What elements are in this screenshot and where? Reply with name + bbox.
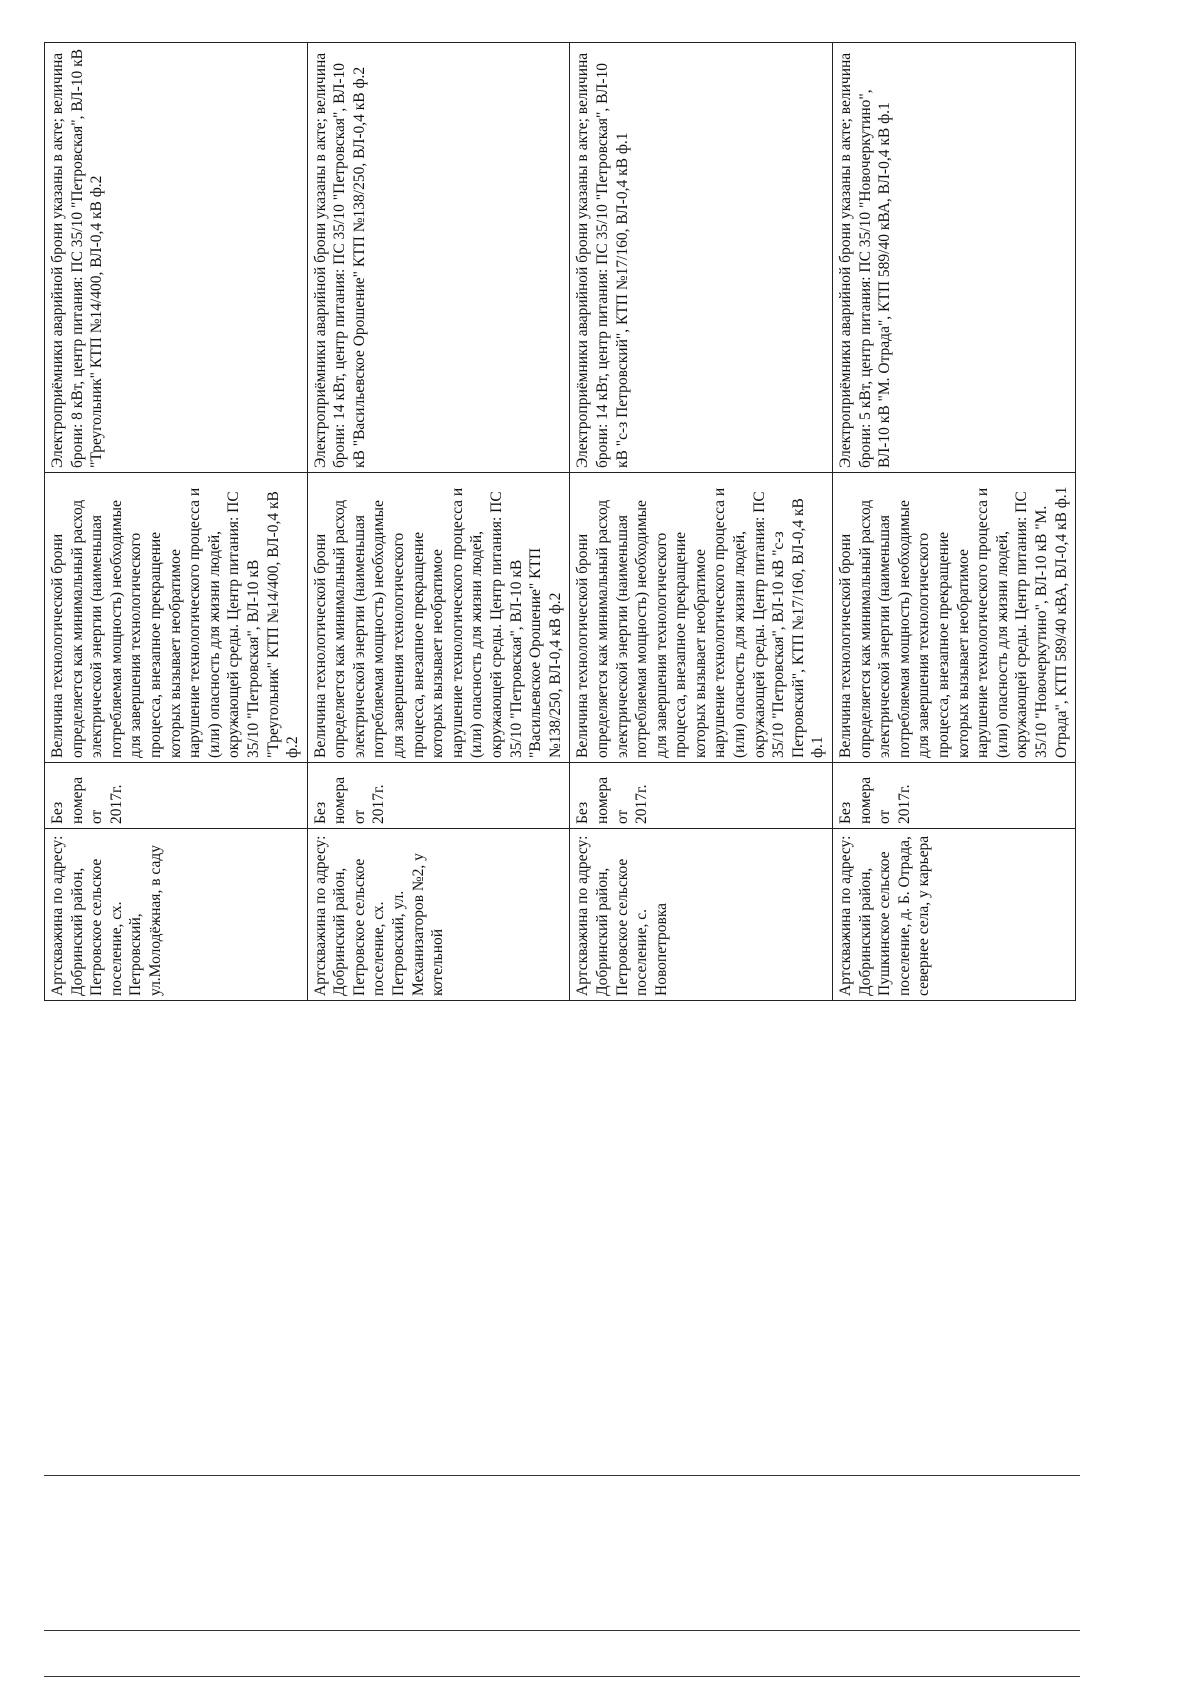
tech-reserve-cell bbox=[570, 473, 833, 763]
address-cell bbox=[45, 829, 308, 1001]
tech-reserve-cell bbox=[832, 473, 1075, 763]
doc-number-cell bbox=[570, 763, 833, 829]
emergency-reserve-text: Электроприёмники аварийной брони указаны в акте; величина брони: 8 кВт, центр питания: ПС 35/10 "Петровская", ВЛ-10 кВ "Треугольник" КТП №14/400, ВЛ-0,4 кВ ф.2 bbox=[49, 48, 106, 468]
doc-number-text: Без номера от 2017г. bbox=[49, 776, 125, 824]
address-text: Артскважина по адресу: Добринский район, Петровское сельское поселение, сх. Петровский, ул. Механизаторов №2, у котельной bbox=[311, 835, 447, 996]
address-text: Артскважина по адресу: Добринский район, Петровское сельское поселение, с. Новопетровка bbox=[574, 835, 670, 996]
divider-line bbox=[44, 1676, 1080, 1677]
divider-line bbox=[44, 1630, 1080, 1631]
emergency-reserve-text: Электроприёмники аварийной брони указаны в акте; величина брони: 14 кВт, центр питания: ПС 35/10 "Петровская", ВЛ-10 кВ "с-з Петровский", КТП №17/160, ВЛ-0,4 кВ ф.1 bbox=[574, 52, 631, 468]
table-row bbox=[307, 43, 570, 1001]
doc-number-cell bbox=[832, 763, 1075, 829]
address-text: Артскважина по адресу: Добринский район, Петровское сельское поселение, сх. Петровский, ул.Молодёжная, в саду bbox=[49, 835, 164, 996]
address-cell bbox=[307, 829, 570, 1001]
tech-reserve-text: Величина технологической брони определяется как минимальный расход электрической энергии (наименьшая потребляемая мощность) необходимые для завершения технологического процесса, внезапное прекращение которых вызывает необратимое нарушение технологического процесса и (или) опасность для жизни людей, окружающей среды. Центр питания: ПС 35/10 "Петровская", ВЛ-10 кВ "Васильевское Орошение" КТП №138/250, ВЛ-0,4 кВ ф.2 bbox=[311, 487, 564, 758]
tech-reserve-text: Величина технологической брони определяется как минимальный расход электрической энергии (наименьшая потребляемая мощность) необходимые для завершения технологического процесса, внезапное прекращение которых вызывает необратимое нарушение технологического процесса и (или) опасность для жизни людей, окружающей среды. Центр питания: ПС 35/10 "Петровская", ВЛ-10 кВ "Треугольник" КТП №14/400, ВЛ-0,4 кВ ф.2 bbox=[49, 487, 302, 758]
emergency-reserve-cell bbox=[45, 43, 308, 473]
emergency-reserve-cell bbox=[307, 43, 570, 473]
emergency-reserve-table bbox=[44, 42, 1076, 1001]
divider-line bbox=[44, 1475, 1080, 1476]
table-container bbox=[44, 43, 1076, 1001]
emergency-reserve-cell bbox=[832, 43, 1075, 473]
table-row bbox=[45, 43, 308, 1001]
doc-number-text: Без номера от 2017г. bbox=[836, 776, 913, 824]
address-cell bbox=[832, 829, 1075, 1001]
emergency-reserve-text: Электроприёмники аварийной брони указаны в акте; величина брони: 5 кВт, центр питания: ПС 35/10 "Новочеркутино", ВЛ-10 кВ "М. Отрада", КТП 589/40 кВА, ВЛ-0,4 кВ ф.1 bbox=[836, 52, 894, 468]
tech-reserve-text: Величина технологической брони определяется как минимальный расход электрической энергии (наименьшая потребляемая мощность) необходимые для завершения технологического процесса, внезапное прекращение которых вызывает необратимое нарушение технологического процесса и (или) опасность для жизни людей, окружающей среды. Центр питания: ПС 35/10 "Новочеркутино", ВЛ-10 кВ "М. Отрада", КТП 589/40 кВА, ВЛ-0,4 кВ ф.1 bbox=[836, 486, 1070, 758]
rotated-table-frame bbox=[44, 43, 1076, 1001]
emergency-reserve-cell bbox=[570, 43, 833, 473]
doc-number-text: Без номера от 2017г. bbox=[311, 776, 388, 824]
address-cell bbox=[570, 829, 833, 1001]
doc-number-cell bbox=[307, 763, 570, 829]
tech-reserve-cell bbox=[45, 473, 308, 763]
table-row bbox=[832, 43, 1075, 1001]
doc-number-cell bbox=[45, 763, 308, 829]
tech-reserve-cell bbox=[307, 473, 570, 763]
table-row bbox=[570, 43, 833, 1001]
address-text: Артскважина по адресу: Добринский район, Пушкинское сельское поселение, д. Б. Отрада, севернее села, у карьера bbox=[836, 835, 933, 996]
tech-reserve-text: Величина технологической брони определяется как минимальный расход электрической энергии (наименьшая потребляемая мощность) необходимые для завершения технологического процесса, внезапное прекращение которых вызывает необратимое нарушение технологического процесса и (или) опасность для жизни людей, окружающей среды. Центр питания: ПС 35/10 "Петровская", ВЛ-10 кВ "с-з Петровский", КТП №17/160, ВЛ-0,4 кВ ф.1 bbox=[574, 487, 827, 758]
emergency-reserve-text: Электроприёмники аварийной брони указаны в акте; величина брони: 14 кВт, центр питания: ПС 35/10 "Петровская", ВЛ-10 кВ "Васильевское Орошение" КТП №138/250, ВЛ-0,4 кВ ф.2 bbox=[311, 52, 368, 468]
doc-number-text: Без номера от 2017г. bbox=[574, 776, 651, 824]
